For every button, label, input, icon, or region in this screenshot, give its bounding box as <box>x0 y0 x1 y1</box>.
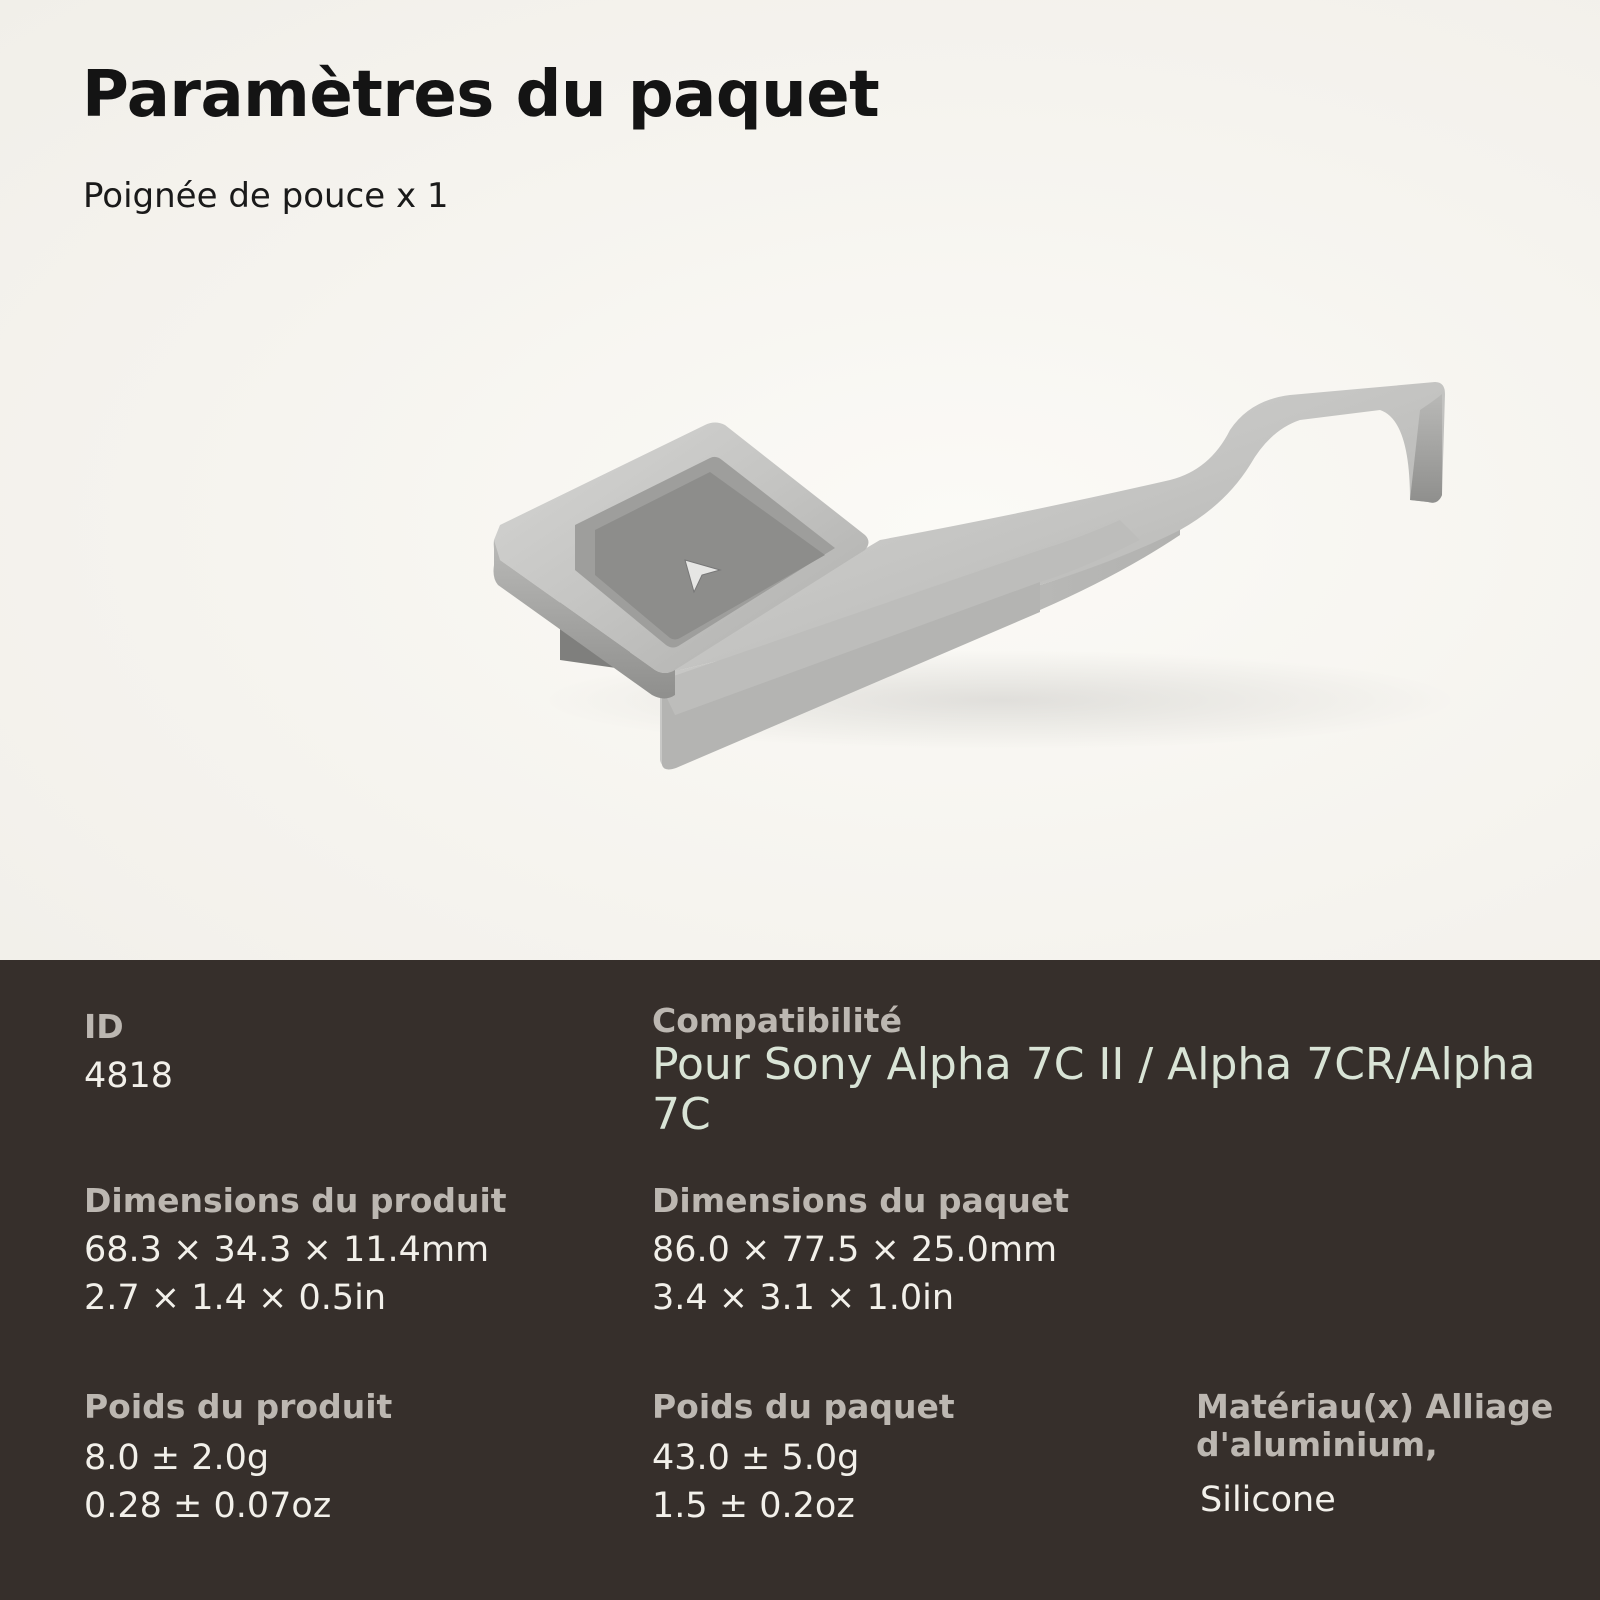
spec-package-weight <box>652 1388 955 1530</box>
spec-compatibility-label: Compatibilité <box>652 1001 902 1040</box>
spec-package-dimensions-in: 3.4 × 3.1 × 1.0in <box>652 1278 955 1318</box>
spec-compatibility <box>652 1002 1572 1140</box>
spec-product-dimensions-mm: 68.3 × 34.3 × 11.4mm <box>84 1230 490 1270</box>
spec-compatibility-value: Pour Sony Alpha 7C II / Alpha 7CR/Alpha 7C <box>652 1039 1536 1140</box>
spec-product-weight <box>84 1388 392 1530</box>
spec-material-label: Matériau(x) Alliage d'aluminium, <box>1196 1387 1554 1464</box>
spec-id-value: 4818 <box>84 1056 174 1096</box>
spec-package-weight-label: Poids du paquet <box>652 1387 955 1426</box>
spec-id <box>84 1008 173 1100</box>
spec-id-label: ID <box>84 1007 124 1046</box>
spec-material-value: Silicone <box>1200 1480 1336 1520</box>
spec-package-dimensions <box>652 1182 1069 1322</box>
spec-product-dimensions-label: Dimensions du produit <box>84 1181 507 1220</box>
spec-material <box>1196 1388 1586 1524</box>
spec-package-weight-g: 43.0 ± 5.0g <box>652 1438 860 1478</box>
spec-package-dimensions-label: Dimensions du paquet <box>652 1181 1069 1220</box>
spec-product-dimensions-in: 2.7 × 1.4 × 0.5in <box>84 1278 387 1318</box>
package-contents: Poignée de pouce x 1 <box>83 176 449 216</box>
spec-package-weight-oz: 1.5 ± 0.2oz <box>652 1486 855 1526</box>
thumb-grip-product-image <box>480 370 1480 770</box>
spec-product-weight-oz: 0.28 ± 0.07oz <box>84 1486 332 1526</box>
spec-product-weight-g: 8.0 ± 2.0g <box>84 1438 270 1478</box>
spec-package-dimensions-mm: 86.0 × 77.5 × 25.0mm <box>652 1230 1058 1270</box>
spec-product-dimensions <box>84 1182 507 1322</box>
page-title: Paramètres du paquet <box>82 58 880 132</box>
spec-product-weight-label: Poids du produit <box>84 1387 393 1426</box>
specifications-panel <box>0 960 1600 1600</box>
